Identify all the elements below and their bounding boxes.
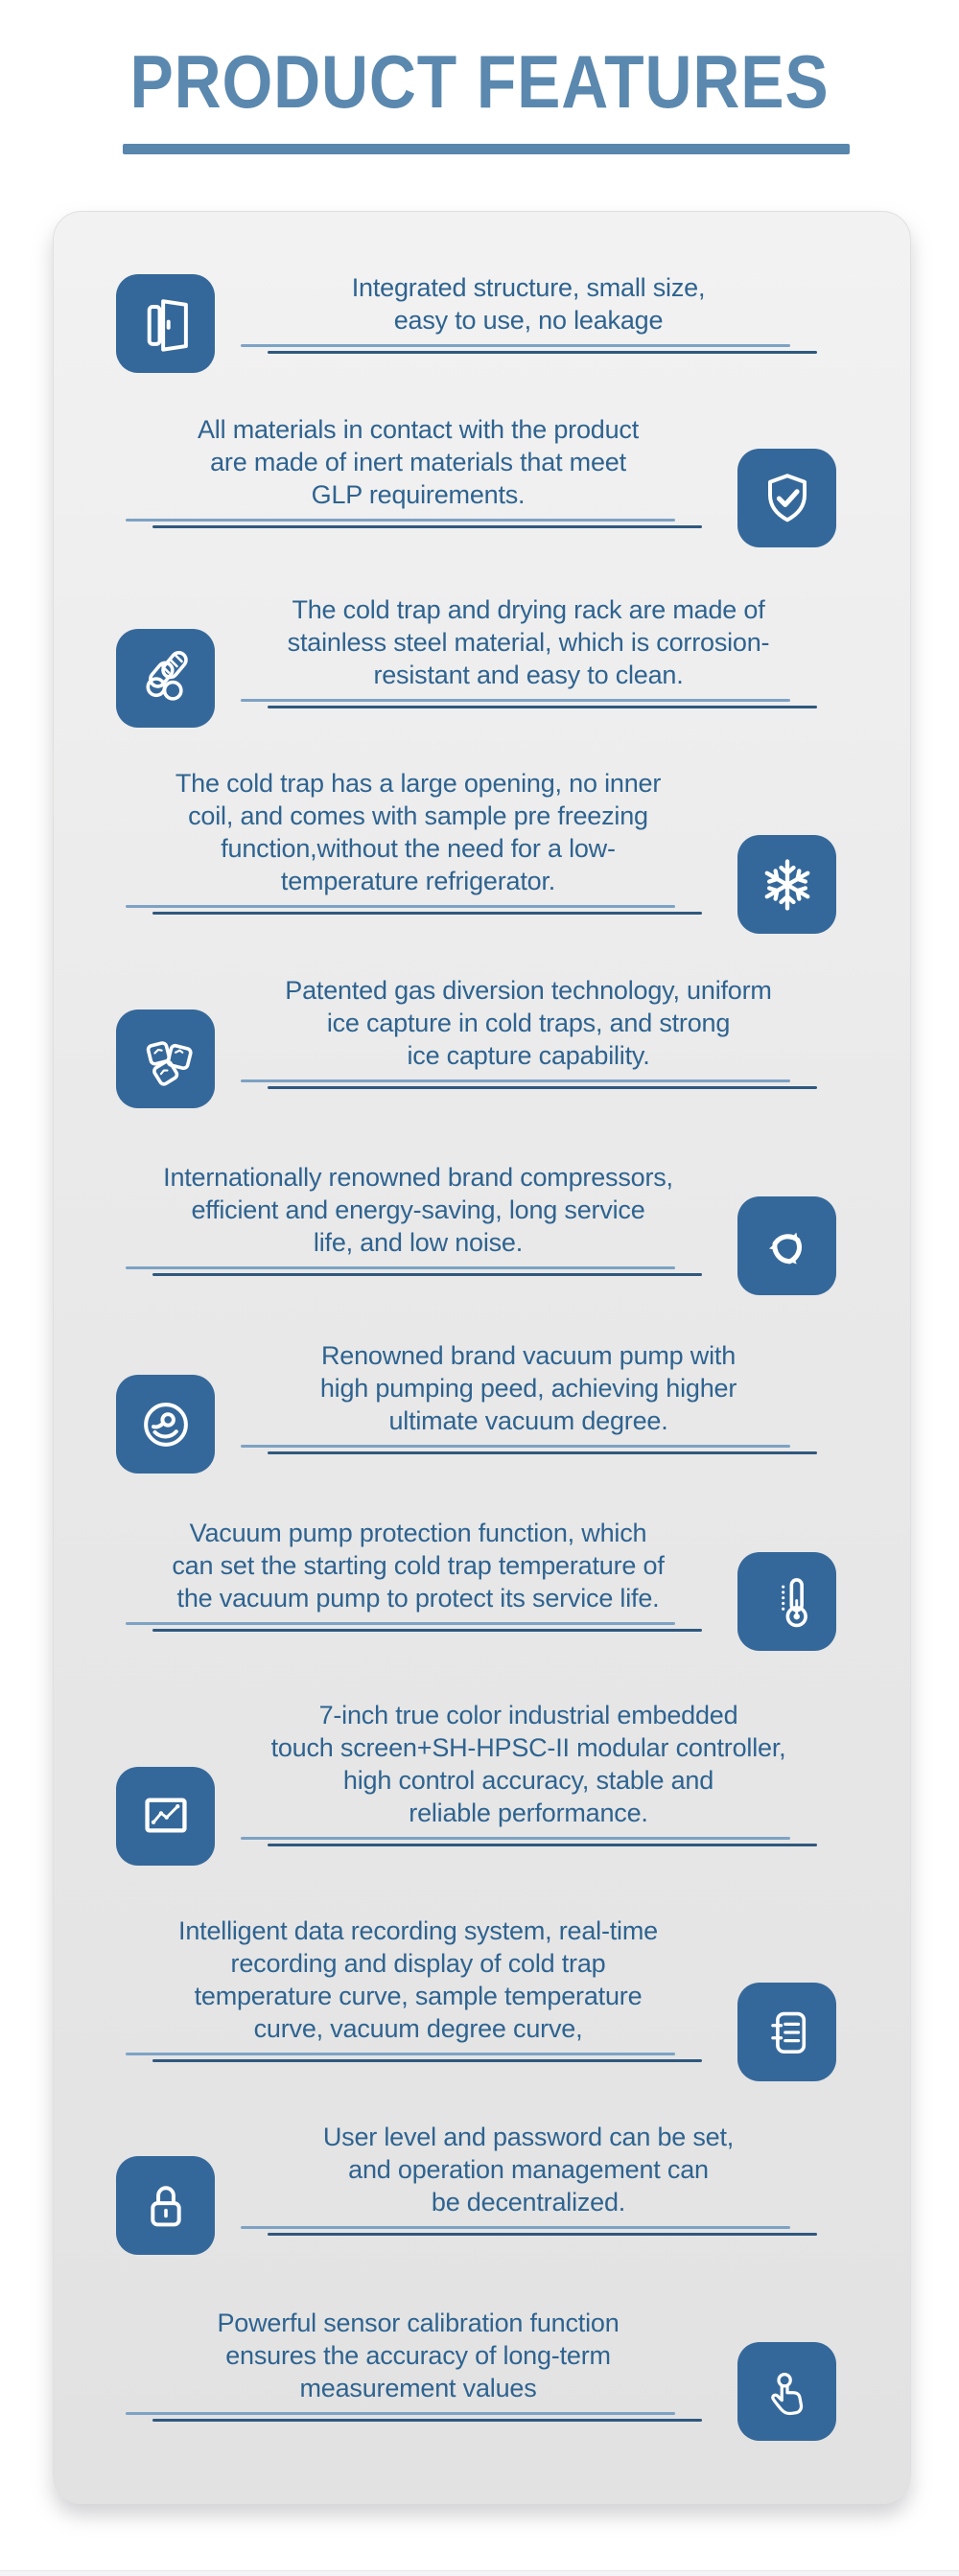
underline-light bbox=[126, 519, 675, 522]
feature-row bbox=[54, 1701, 910, 1866]
underline-light bbox=[241, 1445, 790, 1448]
feature-text-line: high control accuracy, stable and bbox=[342, 1766, 714, 1795]
feature-row bbox=[54, 2309, 910, 2441]
underline-light bbox=[126, 1266, 675, 1269]
feature-text bbox=[126, 1161, 711, 1259]
underline-light bbox=[126, 1622, 675, 1625]
underline-light bbox=[126, 2412, 675, 2415]
feature-text-line: 7-inch true color industrial embedded bbox=[318, 1701, 738, 1729]
feature-text-line: the vacuum pump to protect its service life. bbox=[176, 1584, 660, 1613]
features-card bbox=[53, 211, 911, 2504]
underline-dark bbox=[152, 912, 702, 915]
title-underline-bar bbox=[123, 144, 850, 154]
underline-light bbox=[241, 1837, 790, 1840]
underline-dark bbox=[268, 706, 817, 708]
underline-light bbox=[241, 699, 790, 702]
feature-text-line: coil, and comes with sample pre freezing bbox=[188, 801, 648, 830]
feature-text-line: ensures the accuracy of long-term bbox=[225, 2341, 611, 2370]
feature-text-line: resistant and easy to clean. bbox=[373, 661, 684, 689]
feature-text-line: Integrated structure, small size, bbox=[351, 273, 706, 302]
feature-text-block bbox=[126, 1517, 711, 1632]
feature-text-line: GLP requirements. bbox=[311, 480, 526, 509]
feature-text-line: Patented gas diversion technology, uniform bbox=[285, 976, 772, 1005]
feature-row bbox=[54, 1163, 910, 1295]
feature-row bbox=[54, 2123, 910, 2255]
feature-text-line: The cold trap has a large opening, no inner bbox=[175, 769, 662, 798]
underline-dark bbox=[152, 2419, 702, 2422]
vacuum-pump-icon bbox=[116, 1375, 215, 1474]
feature-text-line: Renowned brand vacuum pump with bbox=[320, 1341, 737, 1370]
feature-row bbox=[54, 1341, 910, 1474]
feature-text-line: can set the starting cold trap temperature of bbox=[172, 1551, 665, 1580]
feature-text-line: ice capture in cold traps, and strong bbox=[326, 1009, 731, 1037]
feature-text-line: temperature refrigerator. bbox=[280, 867, 556, 895]
underline-dark bbox=[152, 525, 702, 528]
shield-check-icon bbox=[737, 449, 836, 547]
feature-text-line: function,without the need for a low- bbox=[221, 834, 616, 863]
feature-text-line: Internationally renowned brand compressors, bbox=[163, 1163, 673, 1192]
feature-text-block bbox=[241, 271, 816, 354]
feature-text-block bbox=[241, 1699, 816, 1846]
feature-row bbox=[54, 595, 910, 728]
feature-text-block bbox=[126, 413, 711, 528]
underline-light bbox=[126, 2053, 675, 2055]
feature-text bbox=[241, 2121, 816, 2218]
feature-text-line: temperature curve, sample temperature bbox=[194, 1982, 643, 2010]
underline-dark bbox=[268, 351, 817, 354]
feature-text-block bbox=[126, 1161, 711, 1276]
feature-text-line: recording and display of cold trap bbox=[230, 1949, 606, 1978]
recycle-icon bbox=[737, 1196, 836, 1295]
underline-dark bbox=[268, 1086, 817, 1089]
feature-text-line: All materials in contact with the product bbox=[197, 415, 639, 444]
feature-text bbox=[126, 413, 711, 511]
feature-row bbox=[54, 415, 910, 547]
lock-icon bbox=[116, 2156, 215, 2255]
feature-text-line: Vacuum pump protection function, which bbox=[189, 1519, 647, 1547]
feature-text bbox=[241, 593, 816, 691]
feature-text-line: easy to use, no leakage bbox=[393, 306, 664, 335]
feature-text-line: high pumping peed, achieving higher bbox=[319, 1374, 737, 1403]
feature-text-line: and operation management can bbox=[348, 2155, 709, 2184]
underline-light bbox=[241, 344, 790, 347]
feature-text-line: ultimate vacuum degree. bbox=[388, 1406, 668, 1435]
underline-light bbox=[241, 2226, 790, 2229]
underline-light bbox=[241, 1079, 790, 1082]
touch-icon bbox=[737, 2342, 836, 2441]
underline-dark bbox=[152, 2059, 702, 2062]
feature-row bbox=[54, 976, 910, 1108]
feature-text bbox=[126, 1915, 711, 2045]
feature-text-line: touch screen+SH-HPSC-II modular controller, bbox=[270, 1733, 786, 1762]
pipes-icon bbox=[116, 629, 215, 728]
feature-text bbox=[241, 1699, 816, 1829]
thermometer-icon bbox=[737, 1552, 836, 1651]
feature-text-line: ice capture capability. bbox=[407, 1041, 650, 1070]
feature-row bbox=[54, 769, 910, 934]
feature-text-line: The cold trap and drying rack are made of bbox=[292, 595, 765, 624]
feature-text bbox=[126, 2307, 711, 2404]
page-title: PRODUCT FEATURES bbox=[129, 39, 830, 124]
feature-text-line: reliable performance. bbox=[409, 1799, 648, 1827]
feature-text-block bbox=[241, 593, 816, 708]
bottom-divider bbox=[0, 2570, 959, 2576]
underline-dark bbox=[268, 2233, 817, 2236]
feature-text-line: curve, vacuum degree curve, bbox=[253, 2014, 583, 2043]
feature-text-block bbox=[241, 1339, 816, 1454]
underline-dark bbox=[268, 1844, 817, 1846]
underline-dark bbox=[152, 1629, 702, 1632]
feature-text-line: Powerful sensor calibration function bbox=[217, 2309, 620, 2337]
feature-text bbox=[126, 767, 711, 897]
feature-text-block bbox=[126, 2307, 711, 2422]
feature-text bbox=[241, 271, 816, 337]
door-icon bbox=[116, 274, 215, 373]
feature-text-line: efficient and energy-saving, long service bbox=[191, 1195, 645, 1224]
feature-text bbox=[241, 1339, 816, 1437]
feature-text-block bbox=[126, 767, 711, 915]
feature-text bbox=[126, 1517, 711, 1614]
feature-text-line: are made of inert materials that meet bbox=[210, 448, 626, 476]
feature-text-line: be decentralized. bbox=[431, 2188, 626, 2216]
feature-text-block bbox=[126, 1915, 711, 2062]
feature-text-line: life, and low noise. bbox=[313, 1228, 524, 1257]
feature-row bbox=[54, 1519, 910, 1651]
feature-text-line: stainless steel material, which is corrosion- bbox=[287, 628, 770, 657]
feature-text-block bbox=[241, 2121, 816, 2236]
feature-text-block bbox=[241, 974, 816, 1089]
feature-text-line: measurement values bbox=[299, 2374, 537, 2402]
feature-text bbox=[241, 974, 816, 1072]
feature-row bbox=[54, 274, 910, 373]
feature-text-line: Intelligent data recording system, real-time bbox=[178, 1916, 658, 1945]
snowflake-icon bbox=[737, 835, 836, 934]
feature-row bbox=[54, 1916, 910, 2081]
data-record-icon bbox=[737, 1983, 836, 2081]
ice-cubes-icon bbox=[116, 1010, 215, 1108]
underline-dark bbox=[152, 1273, 702, 1276]
underline-light bbox=[126, 905, 675, 908]
feature-text-line: User level and password can be set, bbox=[322, 2123, 735, 2151]
underline-dark bbox=[268, 1451, 817, 1454]
touch-screen-chart-icon bbox=[116, 1767, 215, 1866]
